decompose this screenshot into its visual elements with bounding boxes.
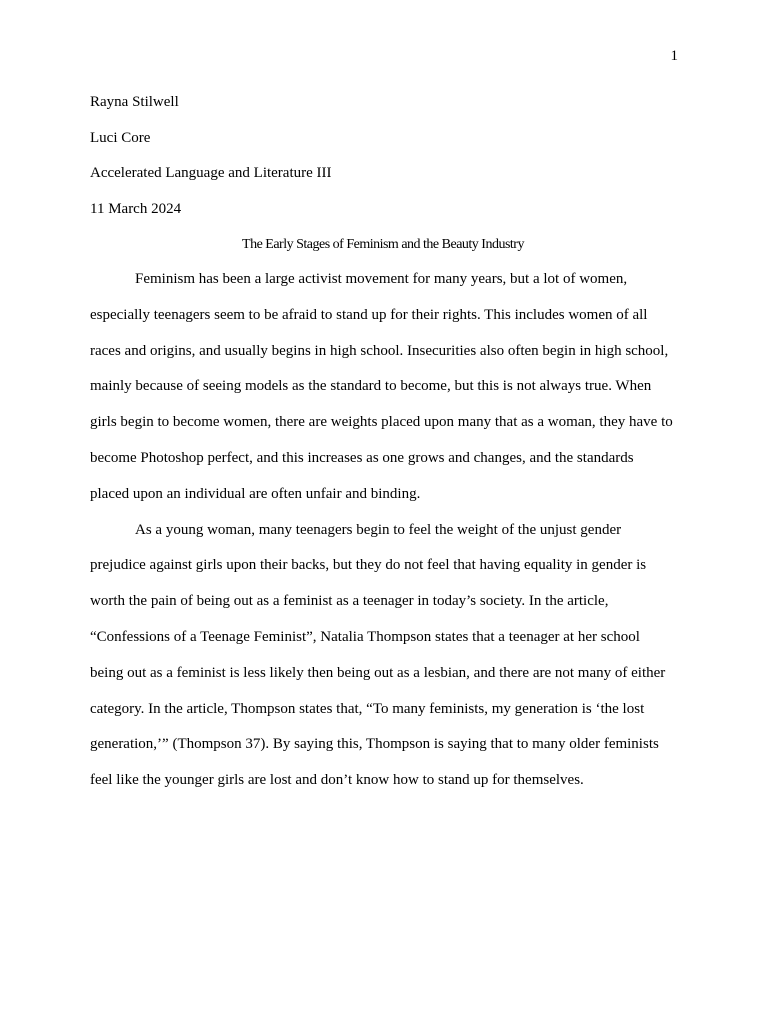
- paragraph-2-line: prejudice against girls upon their backs, but they do not feel that having equality in gender is: [90, 557, 647, 574]
- essay-date: 11 March 2024: [90, 201, 182, 218]
- mla-heading: [90, 92, 680, 235]
- student-name: Rayna Stilwell: [90, 94, 179, 110]
- paragraph-2-line: feel like the younger girls are lost and don’t know how to stand up for themselves.: [90, 772, 584, 789]
- paragraph-2-line: “Confessions of a Teenage Feminist”, Natalia Thompson states that a teenager at her school: [90, 628, 640, 645]
- paragraph-1-line: placed upon an individual are often unfair and binding.: [90, 485, 421, 502]
- paragraph-1-line: races and origins, and usually begins in high school. Insecurities also often begin in high school,: [90, 342, 669, 359]
- essay-body: [90, 262, 678, 799]
- page-number: 1: [670, 48, 678, 64]
- paragraph-1-line: become Photoshop perfect, and this increases as one grows and changes, and the standards: [90, 449, 634, 466]
- paragraph-2-line: generation,’” (Thompson 37). By saying this, Thompson is saying that to many older feminists: [90, 736, 659, 753]
- paragraph-2-line: being out as a feminist is less likely then being out as a lesbian, and there are not many of either: [90, 664, 666, 681]
- course-name: Accelerated Language and Literature III: [90, 165, 332, 182]
- paragraph-2-line: category. In the article, Thompson states that, “To many feminists, my generation is ‘the lost: [90, 700, 645, 717]
- teacher-name: Luci Core: [90, 129, 151, 146]
- paragraph-1-line: mainly because of seeing models as the standard to become, but this is not always true. When: [90, 378, 652, 395]
- paragraph-2-line: As a young woman, many teenagers begin to feel the weight of the unjust gender: [135, 521, 622, 538]
- paragraph-1-line: Feminism has been a large activist movement for many years, but a lot of women,: [135, 271, 628, 287]
- paragraph-1-line: especially teenagers seem to be afraid to stand up for their rights. This includes women of all: [90, 306, 648, 323]
- essay-title: The Early Stages of Feminism and the Beauty Industry: [242, 237, 524, 252]
- paragraph-2-line: worth the pain of being out as a feminist as a teenager in today’s society. In the article,: [90, 593, 609, 610]
- paragraph-1-line: girls begin to become women, there are weights placed upon many that as a woman, they have to: [90, 414, 673, 431]
